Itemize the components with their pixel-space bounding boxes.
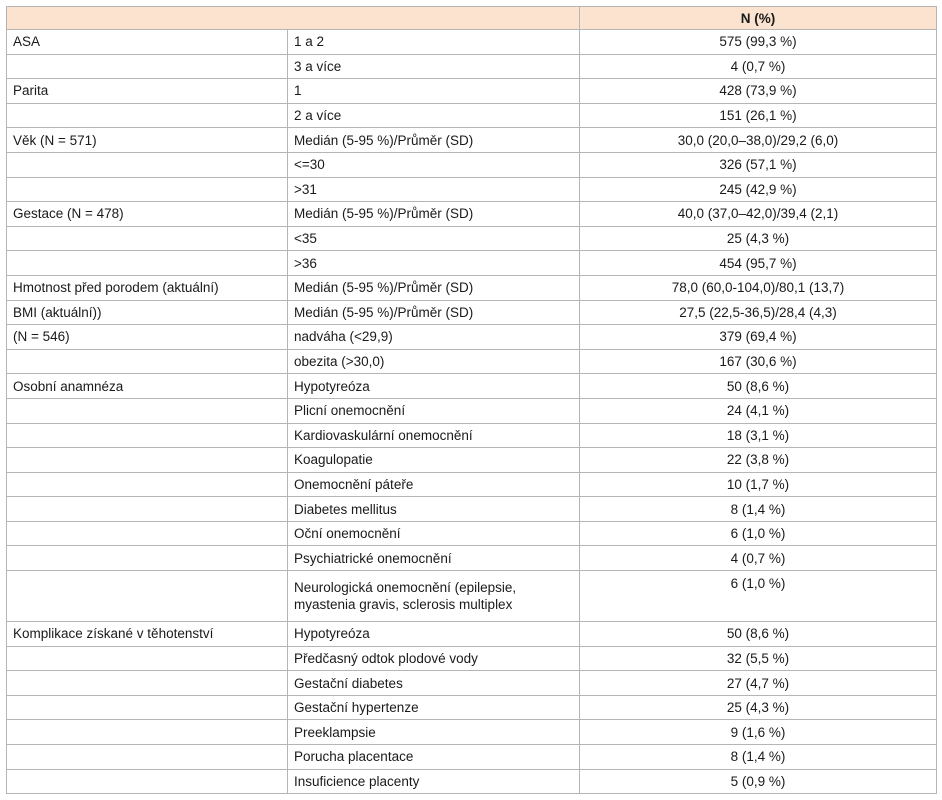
category-cell xyxy=(7,769,288,794)
table-row xyxy=(7,671,937,696)
category-cell xyxy=(7,103,288,128)
table-row xyxy=(7,79,937,104)
value-cell: 25 (4,3 %) xyxy=(580,226,937,251)
value-cell: 8 (1,4 %) xyxy=(580,745,937,770)
header-row xyxy=(7,7,937,30)
value-cell: 454 (95,7 %) xyxy=(580,251,937,276)
category-cell xyxy=(7,251,288,276)
category-cell: Komplikace získané v těhotenství xyxy=(7,622,288,647)
category-cell: (N = 546) xyxy=(7,325,288,350)
subcategory-cell: Medián (5-95 %)/Průměr (SD) xyxy=(288,275,580,300)
category-cell xyxy=(7,349,288,374)
table-header xyxy=(7,7,937,30)
subcategory-cell: <=30 xyxy=(288,152,580,177)
table-row xyxy=(7,423,937,448)
table-row xyxy=(7,152,937,177)
table-row xyxy=(7,546,937,571)
value-cell: 428 (73,9 %) xyxy=(580,79,937,104)
table-row xyxy=(7,695,937,720)
value-cell: 78,0 (60,0-104,0)/80,1 (13,7) xyxy=(580,275,937,300)
category-cell xyxy=(7,671,288,696)
table-row xyxy=(7,521,937,546)
table-row xyxy=(7,349,937,374)
subcategory-cell: Medián (5-95 %)/Průměr (SD) xyxy=(288,300,580,325)
subcategory-cell: >31 xyxy=(288,177,580,202)
table-row xyxy=(7,646,937,671)
subcategory-cell: Porucha placentace xyxy=(288,745,580,770)
category-cell xyxy=(7,226,288,251)
category-cell xyxy=(7,745,288,770)
table-row xyxy=(7,177,937,202)
table-row xyxy=(7,54,937,79)
table-row xyxy=(7,226,937,251)
value-cell: 27 (4,7 %) xyxy=(580,671,937,696)
subcategory-cell: Gestační diabetes xyxy=(288,671,580,696)
value-cell: 4 (0,7 %) xyxy=(580,546,937,571)
value-cell: 167 (30,6 %) xyxy=(580,349,937,374)
subcategory-cell: Medián (5-95 %)/Průměr (SD) xyxy=(288,128,580,153)
subcategory-cell: Onemocnění páteře xyxy=(288,472,580,497)
subcategory-cell: nadváha (<29,9) xyxy=(288,325,580,350)
category-cell xyxy=(7,695,288,720)
value-cell: 18 (3,1 %) xyxy=(580,423,937,448)
value-cell: 575 (99,3 %) xyxy=(580,30,937,55)
subcategory-cell: Preeklampsie xyxy=(288,720,580,745)
value-cell: 50 (8,6 %) xyxy=(580,622,937,647)
patient-characteristics-table xyxy=(6,6,937,794)
category-cell: BMI (aktuální)) xyxy=(7,300,288,325)
value-cell: 24 (4,1 %) xyxy=(580,398,937,423)
header-cell-n-percent: N (%) xyxy=(580,7,937,30)
subcategory-cell: 1 xyxy=(288,79,580,104)
table-row xyxy=(7,202,937,227)
category-cell xyxy=(7,423,288,448)
table-row xyxy=(7,103,937,128)
category-cell xyxy=(7,152,288,177)
subcategory-cell: Hypotyreóza xyxy=(288,374,580,399)
category-cell: ASA xyxy=(7,30,288,55)
value-cell: 6 (1,0 %) xyxy=(580,521,937,546)
category-cell xyxy=(7,177,288,202)
subcategory-line: Neurologická onemocnění (epilepsie, xyxy=(294,580,517,596)
table-row xyxy=(7,128,937,153)
subcategory-cell: 2 a více xyxy=(288,103,580,128)
table-row xyxy=(7,472,937,497)
category-cell xyxy=(7,571,288,622)
value-cell: 326 (57,1 %) xyxy=(580,152,937,177)
table-body xyxy=(7,30,937,794)
value-cell: 245 (42,9 %) xyxy=(580,177,937,202)
subcategory-cell: Hypotyreóza xyxy=(288,622,580,647)
value-cell: 32 (5,5 %) xyxy=(580,646,937,671)
table-row xyxy=(7,745,937,770)
value-cell: 6 (1,0 %) xyxy=(580,571,937,622)
subcategory-line: myastenia gravis, sclerosis multiplex xyxy=(294,597,513,613)
subcategory-cell: Psychiatrické onemocnění xyxy=(288,546,580,571)
category-cell: Hmotnost před porodem (aktuální) xyxy=(7,275,288,300)
category-cell xyxy=(7,646,288,671)
table-row xyxy=(7,30,937,55)
category-cell xyxy=(7,546,288,571)
category-cell xyxy=(7,448,288,473)
table-row xyxy=(7,325,937,350)
subcategory-cell: <35 xyxy=(288,226,580,251)
table-row xyxy=(7,622,937,647)
category-cell xyxy=(7,720,288,745)
category-cell: Věk (N = 571) xyxy=(7,128,288,153)
subcategory-cell: obezita (>30,0) xyxy=(288,349,580,374)
value-cell: 8 (1,4 %) xyxy=(580,497,937,522)
value-cell: 379 (69,4 %) xyxy=(580,325,937,350)
subcategory-cell: Gestační hypertenze xyxy=(288,695,580,720)
subcategory-cell: 3 a více xyxy=(288,54,580,79)
category-cell: Parita xyxy=(7,79,288,104)
table-row xyxy=(7,720,937,745)
subcategory-cell: 1 a 2 xyxy=(288,30,580,55)
value-cell: 151 (26,1 %) xyxy=(580,103,937,128)
subcategory-cell: >36 xyxy=(288,251,580,276)
value-cell: 25 (4,3 %) xyxy=(580,695,937,720)
value-cell: 27,5 (22,5-36,5)/28,4 (4,3) xyxy=(580,300,937,325)
category-cell: Osobní anamnéza xyxy=(7,374,288,399)
value-cell: 22 (3,8 %) xyxy=(580,448,937,473)
table-row xyxy=(7,300,937,325)
category-cell xyxy=(7,497,288,522)
header-cell-empty xyxy=(7,7,580,30)
category-cell xyxy=(7,398,288,423)
subcategory-cell: Koagulopatie xyxy=(288,448,580,473)
subcategory-cell xyxy=(288,571,580,622)
data-table-container xyxy=(6,6,936,794)
category-cell xyxy=(7,472,288,497)
subcategory-cell: Kardiovaskulární onemocnění xyxy=(288,423,580,448)
value-cell: 40,0 (37,0–42,0)/39,4 (2,1) xyxy=(580,202,937,227)
table-row xyxy=(7,571,937,622)
value-cell: 5 (0,9 %) xyxy=(580,769,937,794)
table-row xyxy=(7,769,937,794)
category-cell xyxy=(7,521,288,546)
table-row xyxy=(7,251,937,276)
table-row xyxy=(7,497,937,522)
category-cell: Gestace (N = 478) xyxy=(7,202,288,227)
subcategory-cell: Insuficience placenty xyxy=(288,769,580,794)
table-row xyxy=(7,448,937,473)
table-row xyxy=(7,398,937,423)
value-cell: 50 (8,6 %) xyxy=(580,374,937,399)
value-cell: 10 (1,7 %) xyxy=(580,472,937,497)
value-cell: 9 (1,6 %) xyxy=(580,720,937,745)
subcategory-cell: Plicní onemocnění xyxy=(288,398,580,423)
subcategory-cell: Medián (5-95 %)/Průměr (SD) xyxy=(288,202,580,227)
subcategory-cell: Oční onemocnění xyxy=(288,521,580,546)
subcategory-cell: Diabetes mellitus xyxy=(288,497,580,522)
value-cell: 30,0 (20,0–38,0)/29,2 (6,0) xyxy=(580,128,937,153)
table-row xyxy=(7,374,937,399)
category-cell xyxy=(7,54,288,79)
table-row xyxy=(7,275,937,300)
subcategory-cell: Předčasný odtok plodové vody xyxy=(288,646,580,671)
value-cell: 4 (0,7 %) xyxy=(580,54,937,79)
